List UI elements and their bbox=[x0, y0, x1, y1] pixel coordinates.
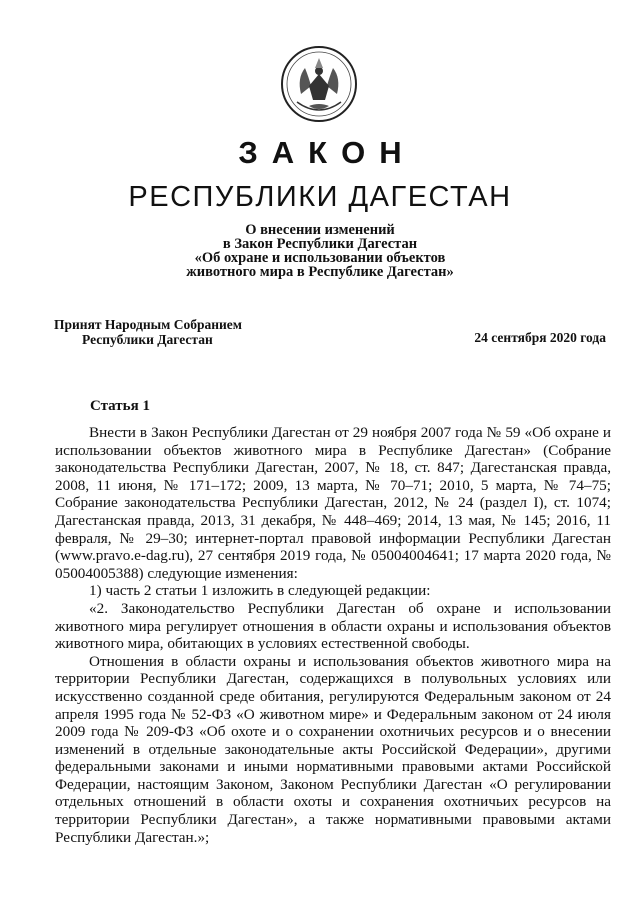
law-title-line: в Закон Республики Дагестан bbox=[222, 236, 418, 252]
paragraph: Отношения в области охраны и использования объектов животного мира на территории Республики Дагестан, содержащихся в полувольных условиях или искусственно созданной среде обитания, регулируются Федеральным законом от 24 апреля 1995 года № 52-ФЗ «О животном мире» и Федеральным законом от 24 июля 2009 года № 209-ФЗ «Об охоте и о сохранении охотничьих ресурсов и о внесении изменений в отдельные законодательные акты Российской Федерации», другими федеральными законами и иными нормативными правовыми актами Российской Федерации, настоящим Законом, Законом Республики Дагестан «О регулировании отдельных отношений в области охоты и сохранения охотничьих ресурсов на территории Республики Дагестан», а также нормативными правовыми актами Республики Дагестан.»; bbox=[55, 652, 611, 846]
law-title bbox=[0, 223, 640, 279]
law-title-line: «Об охране и использовании объектов bbox=[194, 250, 446, 266]
law-title-line: животного мира в Республике Дагестан» bbox=[186, 264, 454, 280]
paragraph: «2. Законодательство Республики Дагестан об охране и использовании животного мира регулирует отношения в области охраны и использования объектов животного мира, обитающих в условиях естественной свободы. bbox=[55, 599, 611, 653]
adoption-line: Принят Народным Собранием bbox=[54, 317, 242, 332]
issuer-title: РЕСПУБЛИКИ ДАГЕСТАН bbox=[128, 181, 512, 213]
adoption-block bbox=[54, 317, 242, 347]
paragraph: 1) часть 2 статьи 1 изложить в следующей редакции: bbox=[89, 582, 431, 600]
paragraph: Внести в Закон Республики Дагестан от 29 ноября 2007 года № 59 «Об охране и использовании объектов животного мира в Республике Дагестан» (Собрание законодательства Республики Дагестан, 2007, № 18, ст. 847; Дагестанская правда, 2008, 11 июня, № 171–172; 2009, 13 марта, № 70–71; 2010, 5 марта, № 74–75; Собрание законодательства Республики Дагестан, 2012, № 24 (раздел I), ст. 1074; Дагестанская правда, 2013, 31 декабря, № 448–469; 2014, 13 мая, № 145; 2016, 11 февраля, № 29–30; интернет-портал правовой информации Республики Дагестан (www.pravo.e-dag.ru), 27 сентября 2019 года, № 05004004641; 17 марта 2020 года, № 05004005388) следующие изменения: bbox=[55, 424, 611, 582]
adoption-date: 24 сентября 2020 года bbox=[474, 330, 606, 345]
coat-of-arms-emblem bbox=[279, 44, 359, 126]
law-title-line: О внесении изменений bbox=[245, 222, 395, 238]
adoption-line: Республики Дагестан bbox=[82, 332, 213, 347]
article-body bbox=[55, 424, 611, 846]
article-heading: Статья 1 bbox=[90, 398, 150, 414]
document-type-title: ЗАКОН bbox=[238, 135, 416, 170]
